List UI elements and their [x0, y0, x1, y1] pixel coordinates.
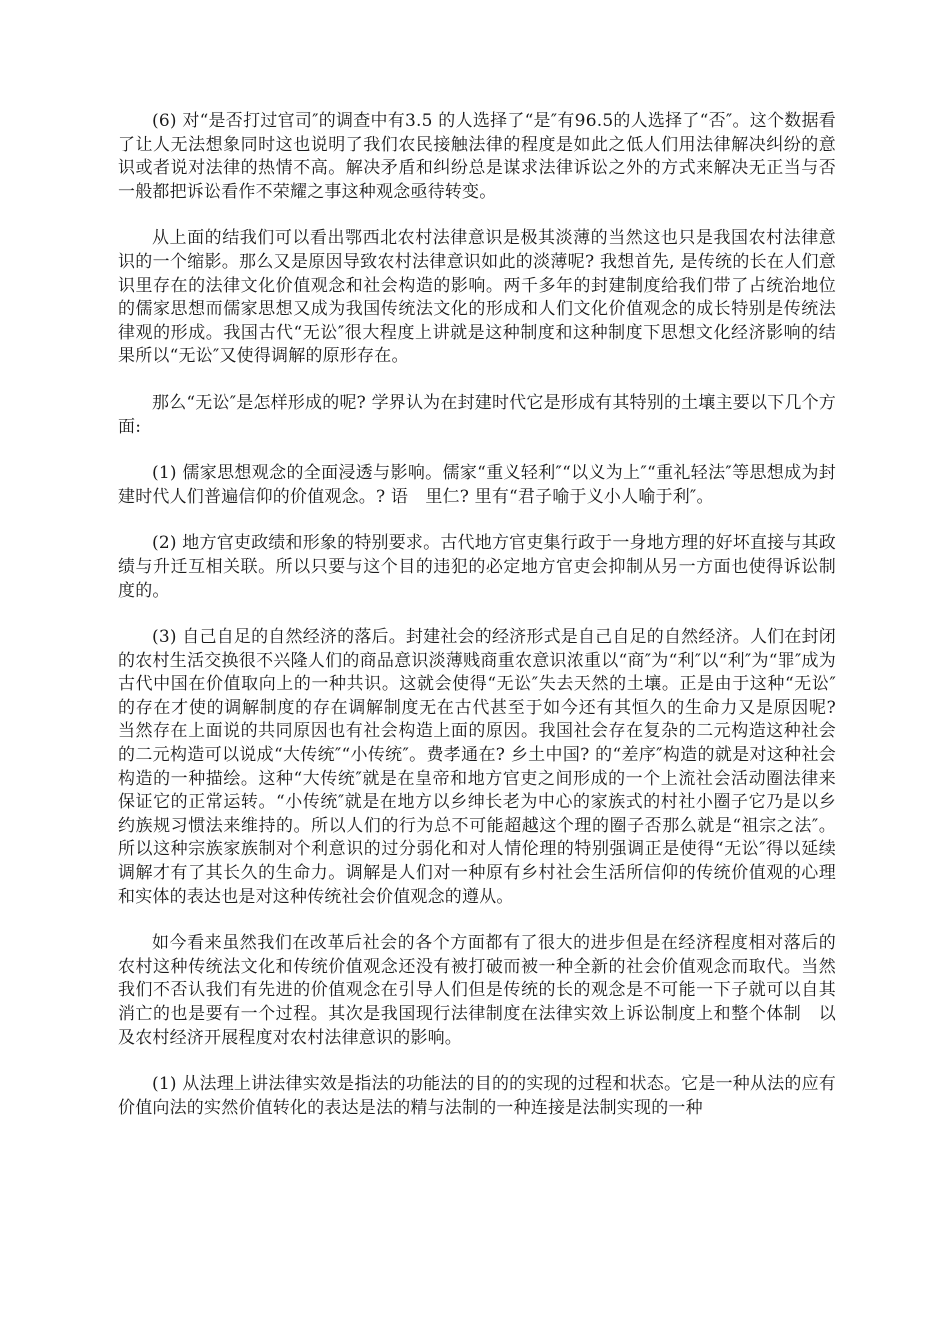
paragraph-legal-awareness-causes: 从上面的结我们可以看出鄂西北农村法律意识是极其淡薄的当然这也只是我国农村法律意识的一个缩影。那么又是原因导致农村法律意识如此的淡薄呢? 我想首先, 是传统的长在人们意识里存在的法律文化价值观念和社会构造的影响。两千多年的封建制度给我们带了占统治地位的儒家思想而儒家思想又成为我国传统法文化的形成和人们文化价值观念的成长特别是传统法律观的形成。我国古代“无讼″很大程度上讲就是这种制度和这种制度下思想文化经济影响的结果所以“无讼″又使得调解的原形存在。: [118, 228, 836, 367]
paragraph-local-officials: (2) 地方官吏政绩和形象的特别要求。古代地方官吏集行政于一身地方理的好坏直接与其政绩与升迁互相关联。所以只要与这个目的违犯的必定地方官吏会抑制从另一方面也使得诉讼制度的。: [118, 533, 836, 601]
document-body: [118, 110, 836, 1143]
paragraph-modern-situation: 如今看来虽然我们在改革后社会的各个方面都有了很大的进步但是在经济程度相对落后的农村这种传统法文化和传统价值观念还没有被打破而被一种全新的社会价值观念而取代。当然我们不否认我们有先进的价值观念在引导人们但是传统的长的观念是不可能一下子就可以自其消亡的也是要有一个过程。其次是我国现行法律制度在法律实效上诉讼制度上和整个体制 以及农村经济开展程度对农村法律意识的影响。: [118, 933, 836, 1048]
paragraph-wusong-formation: 那么“无讼″是怎样形成的呢? 学界认为在封建时代它是形成有其特别的土壤主要以下几个方面:: [118, 392, 836, 437]
paragraph-confucian-influence: (1) 儒家思想观念的全面浸透与影响。儒家“重义轻利″“以义为上″“重礼轻法″等思想成为封建时代人们普遍信仰的价值观念。? 语 里仁? 里有“君子喻于义小人喻于利″。: [118, 463, 836, 507]
paragraph-legal-effectiveness: (1) 从法理上讲法律实效是指法的功能法的目的的实现的过程和状态。它是一种从法的应有价值向法的实然价值转化的表达是法的精与法制的一种连接是法制实现的一种: [118, 1074, 836, 1118]
paragraph-natural-economy: (3) 自己自足的自然经济的落后。封建社会的经济形式是自己自足的自然经济。人们在封闭的农村生活交换很不兴隆人们的商品意识淡薄贱商重农意识浓重以“商″为“利″以“利″为“罪″成为古代中国在价值取向上的一种共识。这就会使得“无讼″失去天然的土壤。正是由于这种“无讼″的存在才使的调解制度的存在调解制度无在古代甚至于如今还有其恒久的生命力又是原因呢? 当然存在上面说的共同原因也有社会构造上面的原因。我国社会存在复杂的二元构造这种社会的二元构造可以说成“大传统″“小传统″。费孝通在? 乡土中国? 的“差序″构造的就是对这种社会构造的一种描绘。这种“大传统″就是在皇帝和地方官吏之间形成的一个上流社会活动圈法律来保证它的正常运转。“小传统″就是在地方以乡绅长老为中心的家族式的村社小圈子它乃是以乡约族规习惯法来维持的。所以人们的行为总不可能超越这个理的圈子否那么就是“祖宗之法″。所以这种宗族家族制对个利意识的过分弱化和对人情伦理的特别强调正是使得“无讼″得以延续调解才有了其长久的生命力。调解是人们对一种原有乡村社会生活所信仰的传统价值观的心理和实体的表达也是对这种传统社会价值观念的遵从。: [118, 627, 836, 907]
paragraph-survey-lawsuit: (6) 对“是否打过官司″的调查中有3.5 的人选择了“是″有96.5的人选择了“否″。这个数据看了让人无法想象同时这也说明了我们农民接触法律的程度是如此之低人们用法律解决纠纷的意识或者说对法律的热情不高。解决矛盾和纠纷总是谋求法律诉讼之外的方式来解决无正当与否一般都把诉讼看作不荣耀之事这种观念亟待转变。: [118, 111, 836, 202]
